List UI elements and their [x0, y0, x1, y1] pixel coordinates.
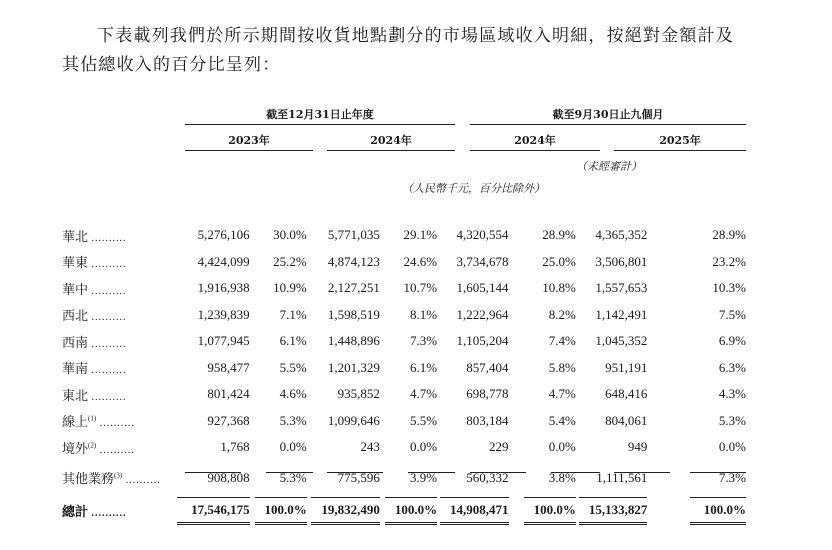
percent-value: 29.1% [403, 227, 438, 243]
amount-cell [576, 328, 647, 355]
percent-value: 3.9% [409, 469, 438, 485]
amount-cell [177, 328, 250, 355]
amount-value: 803,184 [466, 412, 509, 428]
table-row [62, 302, 746, 329]
percent-cell [647, 249, 746, 276]
percent-cell [380, 434, 437, 461]
amount-cell [177, 408, 250, 435]
region-label-cell [62, 495, 177, 527]
percent-value: 23.2% [712, 253, 746, 269]
percent-value: 7.3% [718, 469, 746, 485]
amount-value: 4,424,099 [197, 253, 250, 269]
region-label-cell [62, 461, 177, 495]
region-label: 其他業務 [62, 471, 115, 486]
amount-value: 1,768 [220, 439, 250, 455]
rule-2024-nine [470, 150, 600, 151]
percent-value: 25.0% [542, 253, 576, 269]
amount-cell [437, 381, 508, 408]
amount-cell [437, 249, 508, 276]
table-row [62, 355, 746, 382]
region-label: 華東 [62, 255, 89, 271]
percent-cell [380, 222, 437, 249]
amount-cell [307, 408, 380, 435]
amount-value: 229 [489, 439, 509, 455]
amount-value: 5,276,106 [197, 227, 250, 243]
amount-value: 560,332 [466, 469, 509, 485]
percent-value: 100.0% [524, 497, 576, 525]
amount-value: 1,099,646 [327, 412, 380, 428]
percent-cell [380, 328, 437, 355]
percent-value: 0.0% [548, 439, 576, 455]
region-label-cell [62, 275, 177, 302]
amount-cell [307, 275, 380, 302]
percent-cell [250, 275, 307, 302]
percent-cell [250, 222, 307, 249]
footnote-marker: (1) [88, 414, 97, 423]
amount-cell [576, 434, 647, 461]
amount-cell [576, 408, 647, 435]
percent-cell [509, 328, 576, 355]
percent-cell [250, 381, 307, 408]
region-label-cell [62, 355, 177, 382]
amount-cell [307, 249, 380, 276]
leader-dots: .......... [88, 285, 127, 297]
percent-value: 30.0% [273, 227, 307, 243]
amount-value: 927,368 [207, 412, 250, 428]
percent-value: 10.7% [403, 280, 438, 296]
percent-cell [380, 408, 437, 435]
percent-cell [509, 222, 576, 249]
amount-value: 1,142,491 [595, 306, 648, 322]
percent-cell [647, 381, 746, 408]
subtotal-rule-3 [327, 472, 383, 473]
subtotal-rule-4 [408, 472, 455, 473]
region-label-cell [62, 249, 177, 276]
percent-value: 0.0% [279, 439, 307, 455]
amount-value: 775,596 [337, 469, 380, 485]
amount-cell [576, 355, 647, 382]
unaudited-note: （未經審計） [576, 160, 642, 173]
percent-cell [380, 275, 437, 302]
amount-value: 4,365,352 [595, 227, 648, 243]
percent-cell [250, 328, 307, 355]
amount-value: 698,778 [466, 386, 509, 402]
revenue-table [62, 222, 746, 527]
amount-cell [177, 355, 250, 382]
subtotal-rule-7 [614, 472, 670, 473]
percent-cell [380, 495, 437, 527]
leader-dots: .......... [96, 418, 135, 430]
percent-cell [647, 355, 746, 382]
percent-cell [250, 434, 307, 461]
table-row [62, 461, 746, 495]
amount-cell [307, 461, 380, 495]
subtotal-rule-2 [266, 472, 313, 473]
leader-dots: .......... [88, 312, 127, 324]
amount-cell [576, 461, 647, 495]
amount-value: 958,477 [207, 359, 250, 375]
percent-value: 100.0% [690, 497, 746, 525]
header-rule-year [185, 124, 455, 125]
header-group-year: 截至12月31日止年度 [266, 108, 374, 121]
header-2024-nine: 2024年 [514, 134, 556, 147]
amount-value: 1,045,352 [595, 333, 648, 349]
amount-value: 935,852 [337, 386, 380, 402]
percent-cell [509, 249, 576, 276]
amount-value: 1,077,945 [197, 333, 250, 349]
leader-dots: .......... [122, 475, 161, 486]
percent-cell [250, 302, 307, 329]
region-label-cell [62, 328, 177, 355]
intro-paragraph [62, 22, 762, 80]
amount-cell [307, 222, 380, 249]
amount-cell [437, 302, 508, 329]
percent-cell [380, 355, 437, 382]
subtotal-rule-5 [470, 472, 526, 473]
leader-dots: .......... [88, 391, 127, 403]
subtotal-rule-1 [185, 472, 241, 473]
header-2025: 2025年 [659, 134, 701, 147]
percent-value: 6.3% [718, 359, 746, 375]
subtotal-rule-6 [551, 472, 600, 473]
percent-value: 0.0% [409, 439, 438, 455]
percent-value: 7.1% [279, 306, 307, 322]
percent-cell [250, 495, 307, 527]
percent-value: 3.8% [548, 469, 576, 485]
amount-cell [437, 222, 508, 249]
amount-value: 1,111,561 [596, 469, 648, 485]
percent-value: 5.4% [548, 412, 576, 428]
percent-cell [509, 408, 576, 435]
region-label-cell [62, 381, 177, 408]
percent-value: 24.6% [403, 253, 438, 269]
region-label-cell [62, 434, 177, 461]
header-group-nine-months: 截至9月30日止九個月 [552, 108, 664, 121]
amount-cell [576, 275, 647, 302]
amount-cell [437, 275, 508, 302]
amount-cell [576, 249, 647, 276]
header-2023: 2023年 [228, 134, 270, 147]
amount-value: 908,808 [207, 469, 250, 485]
rule-2025 [614, 150, 746, 151]
percent-cell [509, 381, 576, 408]
unit-note: （人民幣千元，百分比除外） [402, 182, 545, 195]
percent-cell [380, 461, 437, 495]
footnote-marker: (2) [88, 441, 97, 450]
revenue-table-body [62, 222, 746, 527]
amount-value: 3,734,678 [456, 253, 509, 269]
amount-cell [307, 328, 380, 355]
amount-value: 5,771,035 [327, 227, 380, 243]
percent-value: 4.7% [409, 386, 438, 402]
amount-cell [437, 495, 508, 527]
region-label-cell [62, 222, 177, 249]
percent-cell [509, 275, 576, 302]
header-2024-full: 2024年 [370, 134, 412, 147]
percent-cell [509, 302, 576, 329]
amount-cell [177, 222, 250, 249]
percent-cell [509, 434, 576, 461]
percent-value: 8.1% [409, 306, 438, 322]
amount-value: 1,557,653 [595, 280, 648, 296]
amount-value: 2,127,251 [327, 280, 380, 296]
amount-value: 4,320,554 [456, 227, 509, 243]
percent-value: 7.4% [548, 333, 576, 349]
amount-cell [177, 249, 250, 276]
region-label: 東北 [62, 387, 89, 403]
percent-value: 25.2% [273, 253, 307, 269]
amount-cell [177, 302, 250, 329]
amount-cell [576, 495, 647, 527]
amount-value: 4,874,123 [327, 253, 380, 269]
amount-cell [307, 302, 380, 329]
percent-value: 10.9% [273, 280, 307, 296]
percent-cell [380, 381, 437, 408]
amount-cell [177, 461, 250, 495]
amount-value: 1,105,204 [456, 333, 509, 349]
amount-value: 19,832,490 [311, 497, 380, 525]
footnote-marker: (3) [114, 471, 123, 480]
region-label: 華中 [62, 281, 89, 297]
table-row [62, 434, 746, 461]
leader-dots: .......... [96, 444, 135, 456]
percent-value: 5.3% [279, 469, 307, 485]
table-row [62, 381, 746, 408]
percent-value: 0.0% [718, 439, 746, 455]
region-label: 西南 [62, 334, 89, 350]
amount-value: 1,605,144 [456, 280, 509, 296]
percent-value: 4.6% [279, 386, 307, 402]
amount-cell [177, 434, 250, 461]
amount-cell [177, 275, 250, 302]
percent-cell [509, 461, 576, 495]
percent-value: 8.2% [548, 306, 576, 322]
percent-value: 100.0% [385, 497, 437, 525]
percent-cell [509, 355, 576, 382]
percent-value: 6.9% [718, 333, 746, 349]
percent-cell [250, 249, 307, 276]
rule-2024-full [327, 150, 455, 151]
table-row [62, 249, 746, 276]
amount-value: 15,133,827 [579, 497, 648, 525]
region-label: 華南 [62, 361, 89, 377]
percent-value: 5.8% [548, 359, 576, 375]
percent-cell [647, 461, 746, 495]
table-row [62, 408, 746, 435]
amount-cell [437, 355, 508, 382]
amount-value: 648,416 [605, 386, 648, 402]
percent-cell [380, 249, 437, 276]
percent-cell [647, 408, 746, 435]
amount-cell [437, 461, 508, 495]
percent-value: 4.3% [718, 386, 746, 402]
region-label: 線上 [62, 414, 89, 430]
amount-cell [437, 434, 508, 461]
amount-value: 3,506,801 [595, 253, 648, 269]
percent-value: 10.3% [712, 280, 746, 296]
table-row [62, 328, 746, 355]
percent-value: 7.3% [409, 333, 438, 349]
percent-cell [380, 302, 437, 329]
amount-cell [307, 355, 380, 382]
amount-cell [307, 495, 380, 527]
header-rule-nine [470, 124, 746, 125]
amount-value: 1,916,938 [197, 280, 250, 296]
percent-cell [250, 408, 307, 435]
amount-cell [437, 328, 508, 355]
leader-dots: .......... [88, 232, 127, 244]
percent-cell [647, 222, 746, 249]
amount-cell [576, 381, 647, 408]
region-label: 境外 [62, 440, 89, 456]
percent-cell [647, 328, 746, 355]
amount-cell [177, 381, 250, 408]
percent-value: 6.1% [409, 359, 438, 375]
amount-value: 1,201,329 [327, 359, 380, 375]
amount-value: 949 [627, 439, 648, 455]
region-label-cell [62, 408, 177, 435]
amount-cell [307, 381, 380, 408]
amount-value: 17,546,175 [177, 497, 250, 525]
amount-value: 1,239,839 [197, 306, 250, 322]
region-label: 西北 [62, 308, 89, 324]
percent-value: 7.5% [718, 306, 746, 322]
rule-2023 [185, 150, 313, 151]
leader-dots: .......... [88, 338, 127, 350]
percent-cell [647, 434, 746, 461]
percent-value: 5.5% [409, 412, 438, 428]
table-row [62, 222, 746, 249]
table-row [62, 275, 746, 302]
percent-cell [647, 495, 746, 527]
percent-value: 5.3% [279, 412, 307, 428]
percent-value: 5.3% [718, 412, 746, 428]
percent-cell [250, 355, 307, 382]
amount-value: 801,424 [207, 386, 250, 402]
percent-cell [647, 275, 746, 302]
percent-value: 10.8% [542, 280, 576, 296]
percent-value: 5.5% [279, 359, 307, 375]
amount-value: 804,061 [605, 412, 648, 428]
leader-dots: .......... [88, 259, 127, 271]
percent-value: 100.0% [255, 497, 307, 525]
amount-cell [177, 495, 250, 527]
leader-dots: .......... [88, 365, 127, 377]
percent-value: 28.9% [542, 227, 576, 243]
intro-line-2: 其佔總收入的百分比呈列： [62, 55, 281, 75]
amount-cell [576, 302, 647, 329]
percent-value: 28.9% [712, 227, 746, 243]
region-label: 華北 [62, 228, 89, 244]
percent-value: 4.7% [548, 386, 576, 402]
amount-cell [307, 434, 380, 461]
subtotal-rule-8 [690, 472, 746, 473]
region-label-cell [62, 302, 177, 329]
amount-cell [576, 222, 647, 249]
percent-cell [509, 495, 576, 527]
amount-cell [437, 408, 508, 435]
intro-line-1: 下表載列我們於所示期間按收貨地點劃分的市場區域收入明細，按絕對金額計及 [97, 26, 734, 46]
amount-value: 1,222,964 [456, 306, 509, 322]
amount-value: 1,448,896 [327, 333, 380, 349]
percent-value: 6.1% [279, 333, 307, 349]
percent-cell [250, 461, 307, 495]
total-row [62, 495, 746, 527]
percent-cell [647, 302, 746, 329]
amount-value: 14,908,471 [440, 497, 509, 525]
amount-value: 951,191 [605, 359, 648, 375]
leader-dots: .......... [88, 508, 127, 519]
amount-value: 243 [360, 439, 380, 455]
amount-value: 1,598,519 [327, 306, 380, 322]
region-label: 總計 [62, 504, 89, 519]
amount-value: 857,404 [466, 359, 509, 375]
